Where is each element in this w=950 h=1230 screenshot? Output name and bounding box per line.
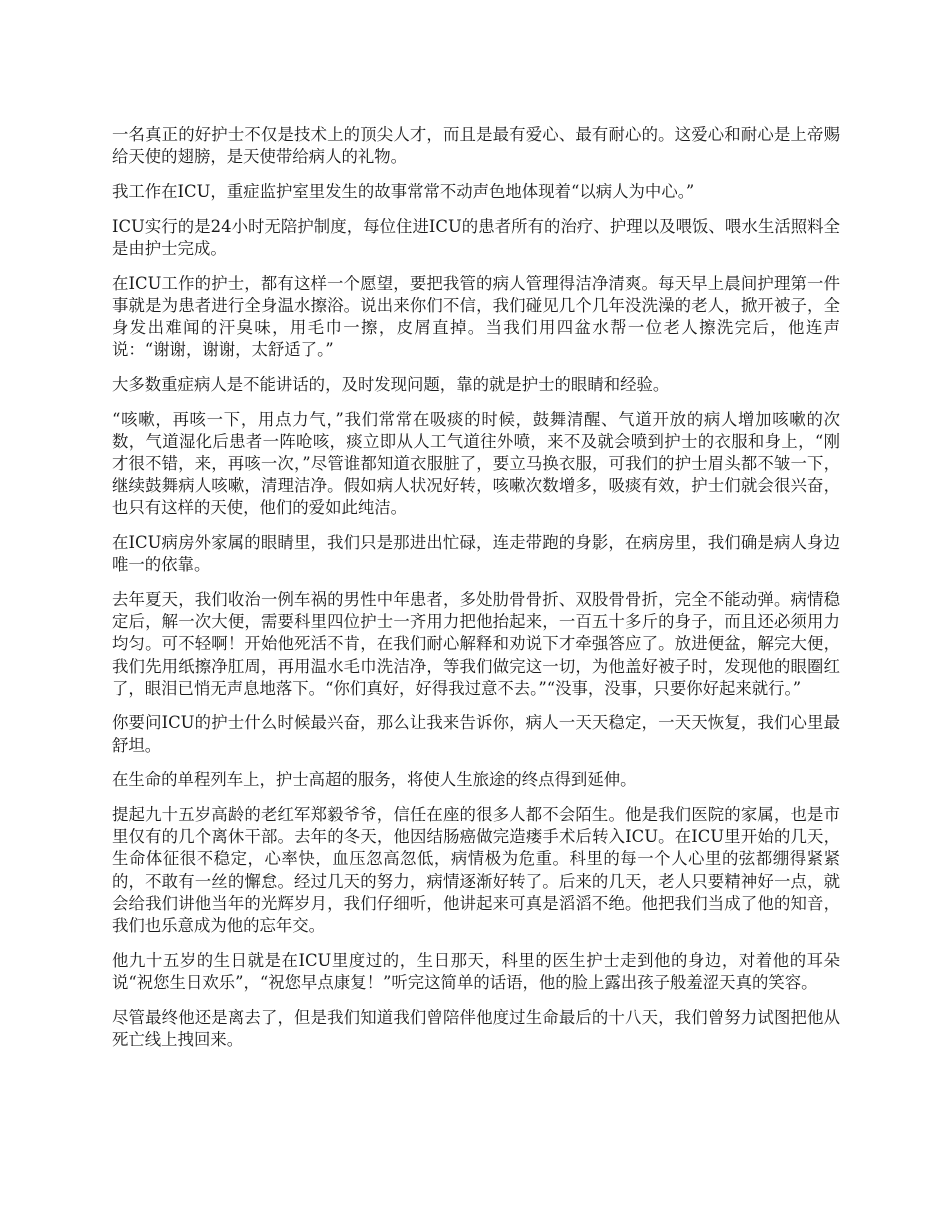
paragraph-7: 在ICU病房外家属的眼睛里，我们只是那进出忙碌，连走带跑的身影，在病房里，我们确是病人身边唯一的依靠。 [112, 533, 840, 575]
paragraph-2: 我工作在ICU，重症监护室里发生的故事常常不动声色地体现着“以病人为中心。” [112, 181, 695, 201]
paragraph-9: 你要问ICU的护士什么时候最兴奋，那么让我来告诉你，病人一天天稳定，一天天恢复，我们心里最舒坦。 [112, 713, 840, 755]
paragraph-13: 尽管最终他还是离去了，但是我们知道我们曾陪伴他度过生命最后的十八天，我们曾努力试图把他从死亡线上拽回来。 [112, 1007, 840, 1049]
paragraph-8: 去年夏天，我们收治一例车祸的男性中年患者，多处肋骨骨折、双股骨骨折，完全不能动弹。病情稳定后，解一次大便，需要科里四位护士一齐用力把他抬起来，一百五十多斤的身子，而且还必须用力均匀。可不轻啊！开始他死活不肯，在我们耐心解释和劝说下才牵强答应了。放进便盆，解完大便，我们先用纸擦净肛周，再用温水毛巾洗洁净，等我们做完这一切，为他盖好被子时，发现他的眼圈红了，眼泪已悄无声息地落下。“你们真好，好得我过意不去。”“没事，没事，只要你好起来就行。” [112, 589, 840, 698]
paragraph-6: “咳嗽，再咳一下，用点力气，”我们常常在吸痰的时候，鼓舞清醒、气道开放的病人增加咳嗽的次数，气道湿化后患者一阵呛咳，痰立即从人工气道往外喷，来不及就会喷到护士的衣服和身上，“刚才很不错，来，再咳一次，”尽管谁都知道衣服脏了，要立马换衣服，可我们的护士眉头都不皱一下，继续鼓舞病人咳嗽，清理洁净。假如病人状况好转，咳嗽次数增多，吸痰有效，护士们就会很兴奋，也只有这样的天使，他们的爱如此纯洁。 [112, 409, 840, 518]
paragraph-3: ICU实行的是24小时无陪护制度，每位住进ICU的患者所有的治疗、护理以及喂饭、喂水生活照料全是由护士完成。 [112, 216, 840, 258]
paragraph-1: 一名真正的好护士不仅是技术上的顶尖人才，而且是最有爱心、最有耐心的。这爱心和耐心是上帝赐给天使的翅膀，是天使带给病人的礼物。 [112, 125, 840, 167]
paragraph-5: 大多数重症病人是不能讲话的，及时发现问题，靠的就是护士的眼睛和经验。 [112, 374, 670, 394]
document-body [112, 124, 840, 1064]
paragraph-10: 在生命的单程列车上，护士高超的服务，将使人生旅途的终点得到延伸。 [112, 770, 637, 790]
paragraph-4: 在ICU工作的护士，都有这样一个愿望，要把我管的病人管理得洁净清爽。每天早上晨间护理第一件事就是为患者进行全身温水擦浴。说出来你们不信，我们碰见几个几年没洗澡的老人，掀开被子，全身发出难闻的汗臭味，用毛巾一擦，皮屑直掉。当我们用四盆水帮一位老人擦洗完后，他连声说：“谢谢，谢谢，太舒适了。” [112, 273, 840, 360]
paragraph-11: 提起九十五岁高龄的老红军郑毅爷爷，信任在座的很多人都不会陌生。他是我们医院的家属，也是市里仅有的几个离休干部。去年的冬天，他因结肠癌做完造瘘手术后转入ICU。在ICU里开始的几天，生命体征很不稳定，心率快，血压忽高忽低，病情极为危重。科里的每一个人心里的弦都绷得紧紧的，不敢有一丝的懈怠。经过几天的努力，病情逐渐好转了。后来的几天，老人只要精神好一点，就会给我们讲他当年的光辉岁月，我们仔细听，他讲起来可真是滔滔不绝。他把我们当成了他的知音，我们也乐意成为他的忘年交。 [112, 805, 840, 936]
paragraph-12: 他九十五岁的生日就是在ICU里度过的，生日那天，科里的医生护士走到他的身边，对着他的耳朵说“祝您生日欢乐”，“祝您早点康复！”听完这简单的话语，他的脸上露出孩子般羞涩天真的笑容。 [112, 950, 840, 992]
